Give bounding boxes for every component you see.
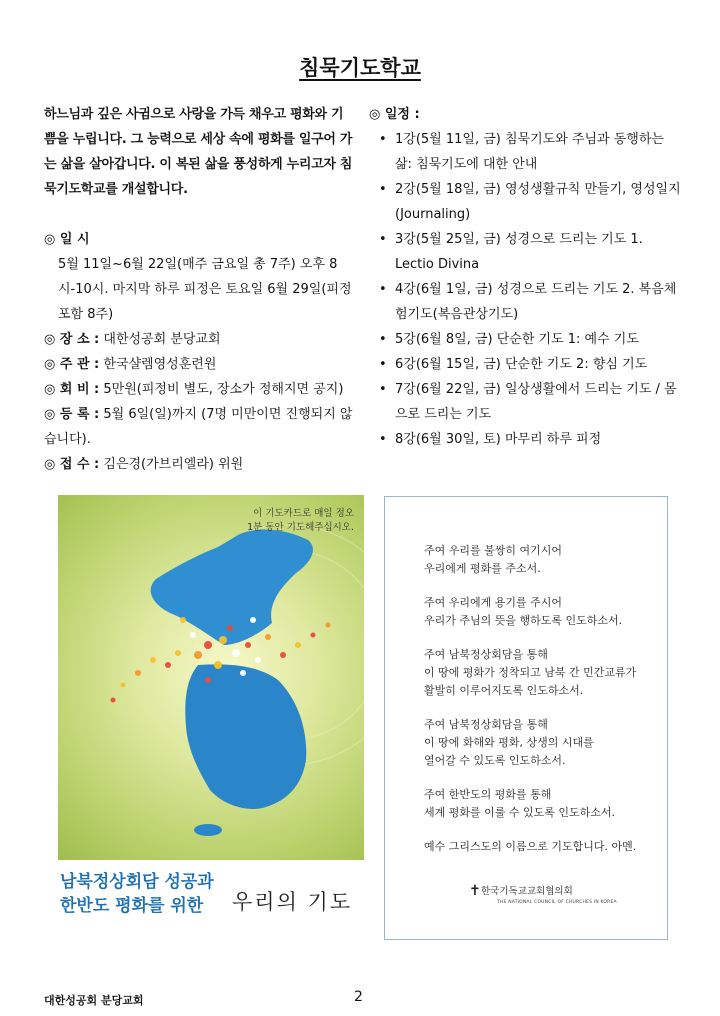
fee-value: 5만원(피정비 별도, 장소가 정해지면 공지) [99,382,344,397]
page-number: 2 [354,989,363,1005]
schedule-list [369,127,681,452]
prayer-line: 열어갈 수 있도록 인도하소서. [424,754,566,767]
footer-church: 대한성공회 분당교회 [44,994,144,1007]
schedule-item: • 4강(6월 1일, 금) 성경으로 드리는 기도 2. 복음체험기도(복음관상기도) [369,277,681,327]
info-column [44,102,354,477]
prayer-line: 이 땅에 화해와 평화, 상생의 시대를 [424,736,594,749]
prayer-line: 우리가 주님의 뜻을 행하도록 인도하소서. [424,614,623,627]
schedule-column [369,102,681,452]
prayer-line: 예수 그리스도의 이름으로 기도합니다. 아멘. [424,840,637,853]
schedule-item: • 3강(5월 25일, 금) 성경으로 드리는 기도 1. Lectio Divina [369,227,681,277]
page-title: 침묵기도학교 [299,56,421,80]
contact-label: ◎ 접 수 : [44,457,100,472]
prayer-card [384,496,668,940]
fee-label: ◎ 회 비 : [44,382,100,397]
prayer-stanza [424,594,664,630]
prayer-line: 세계 평화를 이룰 수 있도록 인도하소서. [424,806,615,819]
host-value: 한국샬렘영성훈련원 [99,357,217,372]
poster-note [247,507,354,535]
prayer-line: 이 땅에 평화가 정착되고 남북 간 민간교류가 [424,666,637,679]
poster-caption [60,870,370,918]
council-name: 한국기독교교회협의회 [481,886,573,897]
peace-poster-image [58,495,364,860]
place-row [44,327,354,352]
prayer-stanza [424,838,664,856]
schedule-item: • 7강(6월 22일, 금) 일상생활에서 드리는 기도 / 몸으로 드리는 기도 [369,377,681,427]
prayer-stanza [424,542,664,578]
contact-row [44,452,354,477]
prayer-line: 주여 남북정상회담을 통해 [424,648,548,661]
registration-label: ◎ 등 록 : [44,407,100,422]
prayer-line: 주여 남북정상회담을 통해 [424,718,548,731]
prayer-line: 우리에게 평화를 주소서. [424,562,541,575]
schedule-item: • 2강(5월 18일, 금) 영성생활규칙 만들기, 영성일지(Journaling) [369,177,681,227]
jeju-island-shape [194,824,222,836]
schedule-item: • 6강(6월 15일, 금) 단순한 기도 2: 향심 기도 [369,352,681,377]
schedule-item: • 5강(6월 8일, 금) 단순한 기도 1: 예수 기도 [369,327,681,352]
council-english-name: THE NATIONAL COUNCIL OF CHURCHES IN KOREA [497,900,617,905]
schedule-item: • 1강(5월 11일, 금) 침묵기도와 주님과 동행하는 삶: 침묵기도에 대한 안내 [369,127,681,177]
prayer-line: 주여 우리를 불쌍히 여기시어 [424,544,563,557]
prayer-stanza [424,716,664,770]
prayer-line: 활발히 이루어지도록 인도하소서. [424,684,584,697]
peninsula-south-shape [185,664,306,809]
host-row [44,352,354,377]
poster-note-line-2: 1분 동안 기도해주십시오. [247,522,354,533]
registration-row [44,402,354,452]
place-label: ◎ 장 소 : [44,332,100,347]
schedule-item: • 8강(6월 30일, 토) 마무리 하루 피정 [369,427,681,452]
schedule-heading: ◎ 일정 : [369,107,420,122]
poster-caption-big: 우리의 기도 [232,890,353,914]
poster-caption-line-1: 남북정상회담 성공과 [60,872,214,892]
korean-peninsula-illustration [58,495,364,860]
contact-value: 김은경(가브리엘라) 위원 [99,457,244,472]
date-label: ◎ 일 시 [44,232,90,247]
prayer-line: 주여 우리에게 용기를 주시어 [424,596,563,609]
prayer-stanza [424,646,664,700]
place-value: 대한성공회 분당교회 [99,332,221,347]
poster-caption-line-2: 한반도 평화를 위한 [60,896,204,916]
date-value: 5월 11일~6월 22일(매주 금요일 총 7주) 오후 8시-10시. 마지막 하루 피정은 토요일 6월 29일(피정 포함 8주) [58,257,352,322]
prayer-text [424,542,664,872]
fee-row [44,377,354,402]
prayer-line: 주여 한반도의 평화를 통해 [424,788,552,801]
poster-note-line-1: 이 기도카드로 매일 정오 [253,508,354,519]
registration-value: 5월 6일(일)까지 (7명 미만이면 진행되지 않습니다). [44,407,353,447]
intro-paragraph: 하느님과 깊은 사귐으로 사랑을 가득 채우고 평화와 기쁨을 누립니다. 그 능력으로 세상 속에 평화를 일구어 가는 삶을 살아갑니다. 이 복된 삶을 풍성하게 누리고자 침묵기도학교를 개설합니다. [44,107,353,197]
cross-icon: ✝ [469,883,481,899]
prayer-stanza [424,786,664,822]
host-label: ◎ 주 관 : [44,357,100,372]
